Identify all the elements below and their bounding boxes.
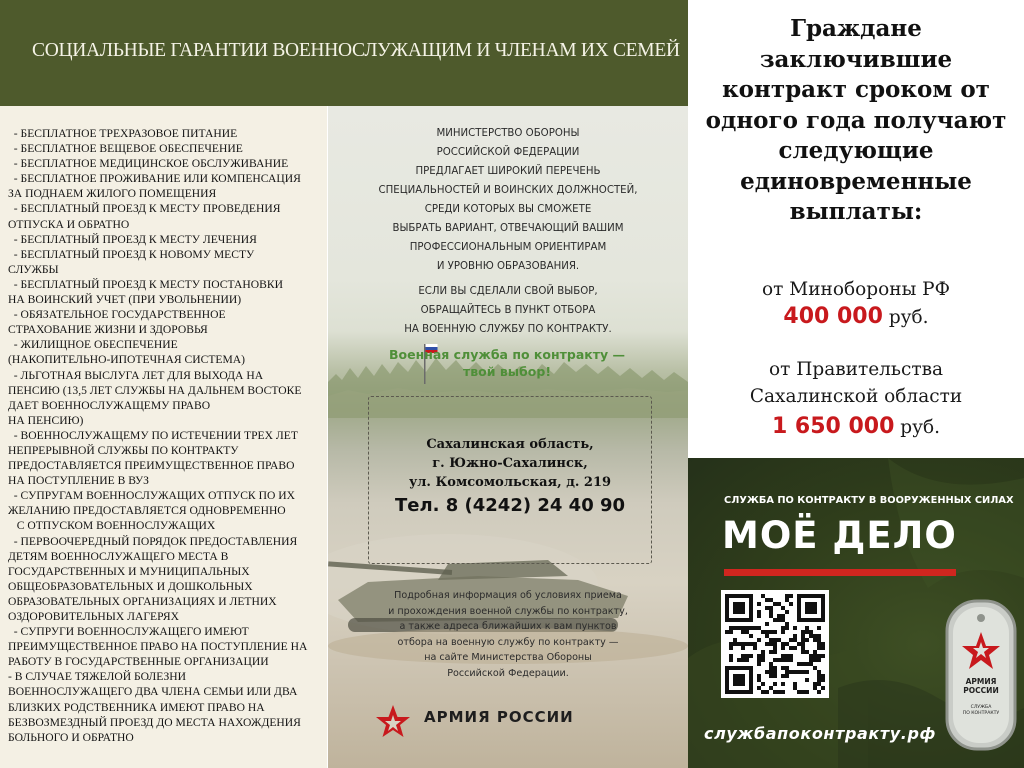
benefit-item: - БЕСПЛАТНОЕ ВЕЩЕВОЕ ОБЕСПЕЧЕНИЕ [8, 142, 243, 156]
intro-line: СРЕДИ КОТОРЫХ ВЫ СМОЖЕТЕ [424, 204, 592, 215]
benefit-item: - БЕСПЛАТНОЕ ПРОЖИВАНИЕ ИЛИ КОМПЕНСАЦИЯ [8, 172, 301, 186]
benefit-item: ОБЩЕОБРАЗОВАТЕЛЬНЫХ И ДОШКОЛЬНЫХ [8, 579, 253, 593]
benefit-item: РАБОТУ В ГОСУДАРСТВЕННЫЕ ОРГАНИЗАЦИИ [8, 655, 269, 669]
benefit-item: - БЕСПЛАТНОЕ МЕДИЦИНСКОЕ ОБСЛУЖИВАНИЕ [8, 157, 289, 171]
benefit-item: БЕЗВОЗМЕЗДНЫЙ ПРОЕЗД ДО МЕСТА НАХОЖДЕНИЯ [8, 715, 301, 729]
info-line: и прохождения военной службы по контракту, [388, 605, 628, 617]
payout-currency: руб. [894, 417, 941, 438]
benefit-item: ЗА ПОДНАЕМ ЖИЛОГО ПОМЕЩЕНИЯ [8, 187, 217, 201]
payout-source-line: от Правительства [768, 359, 944, 380]
choice-line: ЕСЛИ ВЫ СДЕЛАЛИ СВОЙ ВЫБОР, [418, 286, 598, 297]
slogan-line: Военная служба по контракту — [389, 347, 625, 362]
benefit-item: ПРЕИМУЩЕСТВЕННОЕ ПРАВО НА ПОСТУПЛЕНИЕ НА [8, 640, 308, 654]
benefit-item: - БЕСПЛАТНЫЙ ПРОЕЗД К МЕСТУ ЛЕЧЕНИЯ [8, 232, 257, 246]
intro-line: МИНИСТЕРСТВО ОБОРОНЫ [436, 128, 580, 139]
intro-line: РОССИЙСКОЙ ФЕДЕРАЦИИ [436, 147, 580, 158]
intro-line: И УРОВНЮ ОБРАЗОВАНИЯ. [436, 261, 580, 272]
tag-text: ПО КОНТРАКТУ [962, 711, 1000, 716]
benefit-item: БОЛЬНОГО И ОБРАТНО [8, 730, 134, 744]
benefit-item: НЕПРЕРЫВНОЙ СЛУЖБЫ ПО КОНТРАКТУ [8, 443, 239, 457]
benefit-item: - ОБЯЗАТЕЛЬНОЕ ГОСУДАРСТВЕННОЕ [8, 308, 226, 322]
benefit-item: - ВОЕННОСЛУЖАЩЕМУ ПО ИСТЕЧЕНИИ ТРЕХ ЛЕТ [8, 428, 298, 442]
choice-line: ОБРАЩАЙТЕСЬ В ПУНКТ ОТБОРА [420, 305, 596, 316]
promo-panel [688, 458, 1024, 768]
benefit-item: - ПЕРВООЧЕРЕДНЫЙ ПОРЯДОК ПРЕДОСТАВЛЕНИЯ [8, 534, 298, 548]
choice-line: НА ВОЕННУЮ СЛУЖБУ ПО КОНТРАКТУ. [404, 324, 612, 335]
payout-source-ministry [688, 276, 1024, 303]
benefit-item: - ЛЬГОТНАЯ ВЫСЛУГА ЛЕТ ДЛЯ ВЫХОДА НА [8, 368, 264, 382]
benefit-item: - СУПРУГИ ВОЕННОСЛУЖАЩЕГО ИМЕЮТ [8, 625, 249, 639]
benefit-item: - БЕСПЛАТНЫЙ ПРОЕЗД К МЕСТУ ПОСТАНОВКИ [8, 277, 283, 291]
payout-source-line: Сахалинской области [749, 386, 963, 407]
heading-line: контракт сроком от [722, 76, 990, 103]
section-title: СОЦИАЛЬНЫЕ ГАРАНТИИ ВОЕННОСЛУЖАЩИМ И ЧЛЕНАМ ИХ СЕМЕЙ [32, 40, 680, 61]
recruitment-panel [328, 106, 688, 768]
benefit-item: ДАЕТ ВОЕННОСЛУЖАЩЕМУ ПРАВО [8, 398, 211, 412]
benefit-item: - ЖИЛИЩНОЕ ОБЕСПЕЧЕНИЕ [8, 338, 178, 352]
info-line: на сайте Министерства Обороны [424, 652, 592, 663]
benefit-item: ГОСУДАРСТВЕННЫХ И МУНИЦИПАЛЬНЫХ [8, 564, 250, 578]
intro-line: ПРОФЕССИОНАЛЬНЫМ ОРИЕНТИРАМ [409, 242, 607, 253]
intro-line: ПРЕДЛАГАЕТ ШИРОКИЙ ПЕРЕЧЕНЬ [415, 166, 601, 177]
payout-region [688, 414, 1024, 439]
benefit-item: БЛИЗКИХ РОДСТВЕННИКА ИМЕЮТ ПРАВО НА [8, 700, 265, 714]
info-line: Подробная информация об условиях приема [394, 590, 622, 601]
info-line: Российской Федерации. [447, 667, 569, 679]
army-star-icon [374, 704, 412, 738]
heading-line: следующие [778, 137, 934, 164]
benefit-item: - БЕСПЛАТНОЕ ТРЕХРАЗОВОЕ ПИТАНИЕ [8, 127, 238, 140]
intro-line: ВЫБРАТЬ ВАРИАНТ, ОТВЕЧАЮЩИЙ ВАШИМ [392, 223, 624, 234]
benefit-item: ПЕНСИЮ (13,5 ЛЕТ СЛУЖБЫ НА ДАЛЬНЕМ ВОСТОКЕ [8, 383, 302, 397]
slogan [342, 346, 672, 380]
selection-point-note [336, 282, 680, 339]
brand-underline [724, 569, 956, 576]
benefits-panel [0, 106, 327, 768]
tag-text: АРМИЯ [965, 677, 997, 686]
benefit-item: - БЕСПЛАТНЫЙ ПРОЕЗД К МЕСТУ ПРОВЕДЕНИЯ [8, 202, 281, 216]
brand-title: МОЁ ДЕЛО [722, 514, 957, 557]
benefit-item: - В СЛУЧАЕ ТЯЖЕЛОЙ БОЛЕЗНИ [8, 670, 187, 684]
heading-line: единовременные [740, 167, 972, 195]
heading-line: заключившие [759, 45, 953, 73]
dog-tag-icon [944, 598, 1018, 752]
address-line: г. Южно-Сахалинск, [432, 456, 588, 471]
benefit-item: НА ВОИНСКИЙ УЧЕТ (ПРИ УВОЛЬНЕНИИ) [8, 293, 242, 307]
benefit-item: НА ПОСТУПЛЕНИЕ В ВУЗ [8, 474, 149, 488]
heading-line: выплаты: [789, 198, 923, 225]
benefit-item: СЛУЖБЫ [8, 262, 59, 276]
benefits-list [8, 126, 324, 745]
benefit-item: ОЗДОРОВИТЕЛЬНЫХ ЛАГЕРЯХ [8, 610, 179, 623]
payouts-heading [694, 14, 1018, 228]
payout-amount: 400 000 [783, 304, 883, 329]
payout-ministry [688, 304, 1024, 329]
tag-text: СЛУЖБА [970, 705, 992, 710]
benefit-item: - БЕСПЛАТНЫЙ ПРОЕЗД К НОВОМУ МЕСТУ [8, 247, 255, 261]
ministry-intro [336, 124, 680, 276]
payout-currency: руб. [882, 307, 929, 328]
benefit-item: НА ПЕНСИЮ) [8, 413, 84, 427]
heading-line: одного года получают [705, 106, 1007, 134]
benefit-item: ОБРАЗОВАТЕЛЬНЫХ ОРГАНИЗАЦИЯХ И ЛЕТНИХ [8, 594, 277, 608]
benefit-item: ОТПУСКА И ОБРАТНО [8, 217, 130, 231]
contact-box [368, 396, 652, 564]
benefit-item: С ОТПУСКОМ ВОЕННОСЛУЖАЩИХ [8, 519, 216, 533]
payout-source-line: от Минобороны РФ [762, 279, 950, 300]
intro-line: СПЕЦИАЛЬНОСТЕЙ И ВОИНСКИХ ДОЛЖНОСТЕЙ, [378, 185, 638, 196]
benefit-item: - СУПРУГАМ ВОЕННОСЛУЖАЩИХ ОТПУСК ПО ИХ [8, 489, 295, 503]
benefit-item: (НАКОПИТЕЛЬНО-ИПОТЕЧНАЯ СИСТЕМА) [8, 353, 246, 367]
tag-text: РОССИИ [963, 686, 999, 695]
address [369, 435, 651, 492]
info-line: отбора на военную службу по контракту — [397, 636, 619, 648]
address-line: Сахалинская область, [426, 437, 594, 452]
benefit-item: ЖЕЛАНИЮ ПРЕДОСТАВЛЯЕТСЯ ОДНОВРЕМЕННО [8, 504, 286, 518]
service-label: СЛУЖБА ПО КОНТРАКТУ В ВООРУЖЕННЫХ СИЛАХ [724, 495, 1014, 506]
heading-line: Граждане [790, 15, 922, 42]
qr-code-icon[interactable] [721, 590, 829, 698]
benefit-item: ДЕТЯМ ВОЕННОСЛУЖАЩЕГО МЕСТА В [8, 549, 229, 563]
benefit-item: СТРАХОВАНИЕ ЖИЗНИ И ЗДОРОВЬЯ [8, 323, 208, 337]
website-link[interactable]: службапоконтракту.рф [704, 724, 936, 743]
benefit-item: ПРЕДОСТАВЛЯЕТСЯ ПРЕИМУЩЕСТВЕННОЕ ПРАВО [8, 459, 295, 473]
payout-source-region [688, 356, 1024, 410]
payout-amount: 1 650 000 [771, 414, 895, 439]
payouts-panel [688, 0, 1024, 458]
slogan-line: твой выбор! [462, 364, 552, 379]
info-line: а также адреса ближайших к вам пунктов [399, 621, 617, 632]
army-label: АРМИЯ РОССИИ [424, 708, 574, 726]
phone-number[interactable]: Тел. 8 (4242) 24 40 90 [394, 495, 626, 516]
benefit-item: ВОЕННОСЛУЖАЩЕГО ДВА ЧЛЕНА СЕМЬИ ИЛИ ДВА [8, 685, 298, 699]
address-line: ул. Комсомольская, д. 219 [408, 475, 612, 490]
more-info-note [348, 588, 668, 681]
section-header [0, 0, 688, 106]
